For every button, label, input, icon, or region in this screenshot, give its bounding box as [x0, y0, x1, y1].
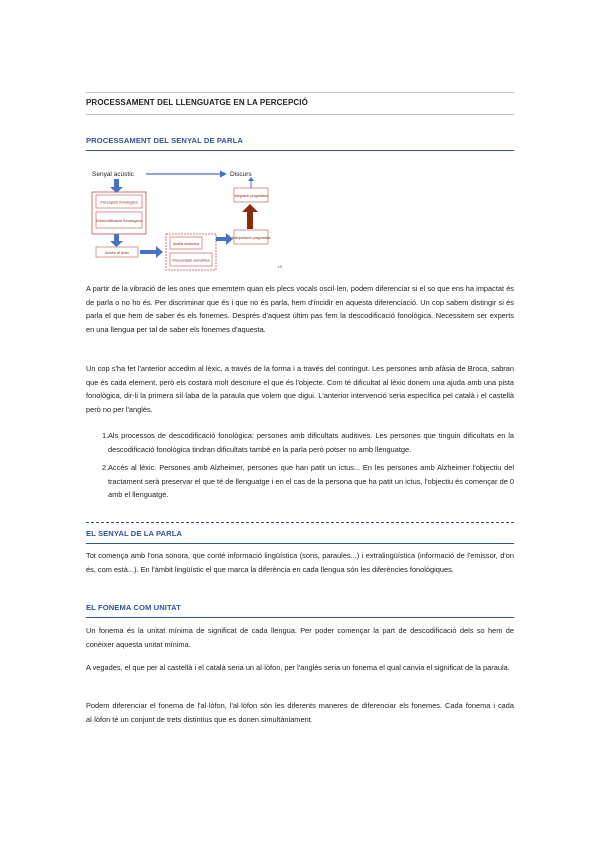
diagram-text-integ: Integració pragmàtica — [233, 194, 269, 198]
title-block — [86, 98, 514, 107]
paragraph-2: Un cop s'ha fet l'anterior accedim al lèxic, a través de la forma i a través del contingut. Les persones amb afàsia de Broca, sabran que és cada element, però els costarà molt descriure el que és l'objecte. Com té dificultat al lèxic donem una ajuda amb una pista fonològica, dir-li la primera síl·laba de la paraula que volem que digui. L'anterior intervenció seria específica pel català i el castellà però no per l'anglès. — [86, 364, 514, 414]
section-rule-2 — [86, 543, 514, 544]
section-rule-3 — [86, 617, 514, 618]
diagram-text-descodificacio: Descodificació fonològica — [96, 218, 142, 223]
list-item — [86, 461, 514, 502]
diagram-text-percepcio: Percepció fonològica — [100, 199, 138, 205]
diagram-tag: UI — [278, 264, 282, 269]
list-item-number: 1. — [102, 431, 109, 440]
diagram-label-senyal: Senyal acústic — [92, 171, 134, 178]
diagram-arrow-right-1-shaft — [140, 250, 156, 254]
section-heading-processament: PROCESSAMENT DEL SENYAL DE PARLA — [86, 136, 243, 145]
diagram-arrow-top — [220, 171, 227, 178]
diagram-text-interp: Interpretació semàntica — [172, 258, 210, 263]
list-item-text: Accés al lèxic. Persones amb Alzheimer, persones que han patit un ictus... En les persones amb Alzheimer l'objectiu del tractament serà preservar el que té de llenguatge i en el cas de la persona que ha patit un ictus, l'objectiu és començar de 0 amb el llenguatge. — [108, 463, 514, 499]
diagram-label-discurs: Discurs — [230, 171, 252, 178]
title-rule-bottom — [86, 114, 514, 115]
list-item — [86, 429, 514, 456]
speech-processing-diagram — [88, 164, 288, 272]
paragraph-1: A partir de la vibració de les ones que ememtem quan els plecs vocals oscil·len, podem diferenciar si el so que ens ha impactat és de parla o no ho és. Per discriminar que és i que no és parla, hem d'incidir en aquesta diferenciació. Un cop sabem distingir si és parla el que hem de saber és els fonemes. Després d'aquest últim pas fem la descodificació fonològica. Necessitem ser experts en una llengua per tal de saber els fonemes d'aquesta. — [86, 284, 514, 334]
numbered-list — [86, 429, 514, 507]
title-rule-top — [86, 92, 514, 93]
diagram-arrow-up-shaft — [247, 211, 253, 229]
paragraph-3: Tot comença amb l'ona sonora, que conté informació lingüística (sons, paraules...) i extralingüística (informació de l'emissor, d'on és, com està...). En l'àmbit lingüístic el que marca la diferència en cada llengua són les diferències fonològiques. — [86, 551, 514, 574]
diagram-arrow-down-2-head — [110, 241, 123, 247]
document-title: PROCESSAMENT DEL LLENGUATGE EN LA PERCEPCIÓ — [86, 98, 308, 107]
diagram-arrow-down-2-shaft — [114, 234, 119, 241]
section-heading-senyal: EL SENYAL DE LA PARLA — [86, 529, 183, 538]
diagram-arrow-right-2-shaft — [216, 237, 226, 241]
section-rule-2-top — [86, 522, 514, 523]
section-rule-1 — [86, 150, 514, 151]
paragraph-5: A vegades, el que per al castellà i el català seria un al·lòfon, per l'anglès seria un fonema el qual canvia el significat de la paraula. — [86, 663, 510, 672]
diagram-arrow-right-1-head — [156, 246, 163, 258]
paragraph-4: Un fonema és la unitat mínima de significat de cada llengua. Per poder començar la part de descodificació dels so hem de conèixer aquesta unitat mínima. — [86, 626, 514, 649]
diagram-text-anal: Anàlisi sintàctica — [172, 242, 200, 246]
list-item-number: 2. — [102, 463, 109, 472]
diagram-arrow-up-head — [242, 204, 258, 212]
diagram-text-interp2: Interpretació pragmàtica — [231, 236, 271, 240]
diagram-arrow-down-1-shaft — [114, 179, 119, 187]
diagram-text-lexic: Accés al lèxic — [104, 250, 130, 255]
list-item-text: Als processos de descodificació fonològica: persones amb dificultats auditives. Les persones que tinguin dificultats en la descodificació fonològica tindran dificultats també en la parla però potser no amb llenguatge. — [108, 431, 514, 454]
section-heading-fonema: EL FONEMA COM UNITAT — [86, 603, 181, 612]
paragraph-6: Podem diferenciar el fonema de l'al·lòfon, l'al·lòfon són les diferents maneres de diferenciar els fonemes. Cada fonema i cada al·lòfon té un conjunt de trets distintius que es donen simultàniament. — [86, 701, 514, 724]
